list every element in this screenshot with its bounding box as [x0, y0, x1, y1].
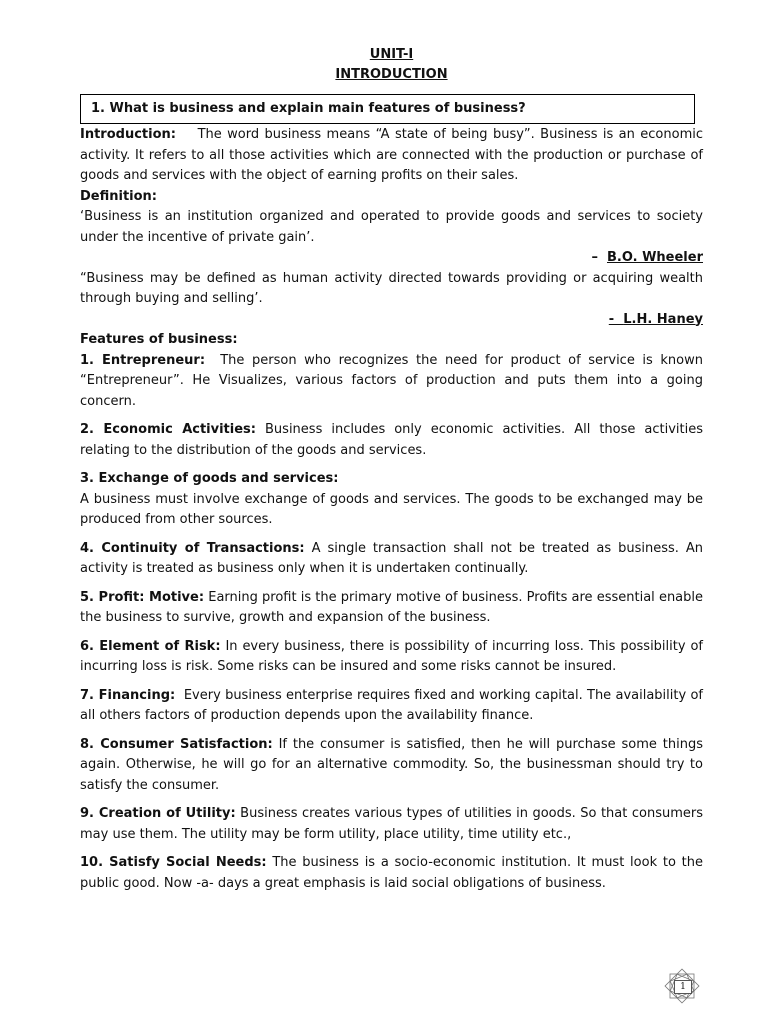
author-2	[80, 310, 703, 331]
author-2-name: - L.H. Haney	[608, 311, 703, 327]
feature-text: Business includes only economic activities. All those activities relating to the distribution of the goods and services.	[80, 422, 703, 458]
features-heading: Features of business:	[80, 332, 238, 347]
feature-text: Earning profit is the primary motive of business. Profits are essential enable the business to survive, growth and expansion of the business.	[80, 589, 704, 625]
author-1-name: B.O. Wheeler	[607, 250, 703, 265]
feature-text: Every business enterprise requires fixed and working capital. The availability of all others factors of production depends upon the availability finance.	[80, 687, 703, 723]
introduction-text: The word business means “A state of being busy”. Business is an economic activity. It refers to all those activities which are connected with the production or purchase of goods and services with the object of earning profits on their sales.	[80, 127, 703, 183]
feature-item	[80, 637, 703, 678]
feature-text: The business is a socio-economic institution. It must look to the public good. Now -a- days a great emphasis is laid social obligations of business.	[80, 855, 703, 891]
feature-item	[80, 588, 703, 629]
page-title: INTRODUCTION	[335, 67, 448, 82]
definition-heading: Definition:	[80, 188, 158, 204]
author-1: – B.O. Wheeler	[591, 250, 703, 265]
feature-item	[80, 853, 703, 894]
feature-item	[80, 351, 703, 413]
feature-item	[80, 804, 703, 845]
feature-label: 5. Profit: Motive:	[80, 589, 205, 605]
definition-quote-2: “Business may be defined as human activity directed towards providing or acquiring wealth through buying and selling’.	[80, 270, 703, 306]
introduction-label: Introduction:	[80, 127, 176, 142]
question-box: 1. What is business and explain main features of business?	[80, 94, 695, 124]
feature-text: A single transaction shall not be treated as business. An activity is treated as business only when it is undertaken continually.	[80, 540, 704, 576]
page-number-badge	[664, 968, 700, 1004]
feature-item	[80, 469, 703, 531]
feature-text: A business must involve exchange of goods and services. The goods to be exchanged may be produced from other sources.	[80, 491, 703, 527]
definition-quote-1: ‘Business is an institution organized and operated to provide goods and services to society under the incentive of private gain’.	[80, 209, 703, 245]
feature-item	[80, 539, 703, 580]
feature-label: 10. Satisfy Social Needs:	[80, 855, 267, 870]
feature-item	[80, 735, 703, 797]
page-number: 1	[674, 980, 692, 994]
feature-item	[80, 686, 703, 727]
feature-item	[80, 420, 703, 461]
feature-label: 2. Economic Activities:	[80, 422, 256, 437]
feature-label: 8. Consumer Satisfaction:	[80, 736, 273, 752]
feature-label: 3. Exchange of goods and services:	[80, 471, 339, 486]
document-body	[80, 125, 703, 894]
feature-label: 6. Element of Risk:	[80, 638, 221, 654]
feature-text: Business creates various types of utilities in goods. So that consumers may use them. The utility may be form utility, place utility, time utility etc.,	[80, 806, 703, 842]
feature-label: 4. Continuity of Transactions:	[80, 540, 305, 556]
feature-text: If the consumer is satisfied, then he will purchase some things again. Otherwise, he will go for an alternative commodity. So, the businessman should try to satisfy the consumer.	[80, 736, 703, 793]
feature-text: The person who recognizes the need for product of service is known “Entrepreneur”. He Visualizes, various factors of production and puts them into a going concern.	[80, 352, 704, 409]
feature-label: 1. Entrepreneur:	[80, 352, 206, 368]
feature-text: In every business, there is possibility of incurring loss. This possibility of incurring loss is risk. Some risks can be insured and some risks cannot be insured.	[80, 638, 704, 674]
unit-label: UNIT-I	[369, 47, 414, 62]
unit-header	[80, 45, 703, 85]
feature-label: 7. Financing:	[80, 687, 176, 703]
introduction-paragraph	[80, 125, 703, 187]
feature-label: 9. Creation of Utility:	[80, 806, 236, 821]
